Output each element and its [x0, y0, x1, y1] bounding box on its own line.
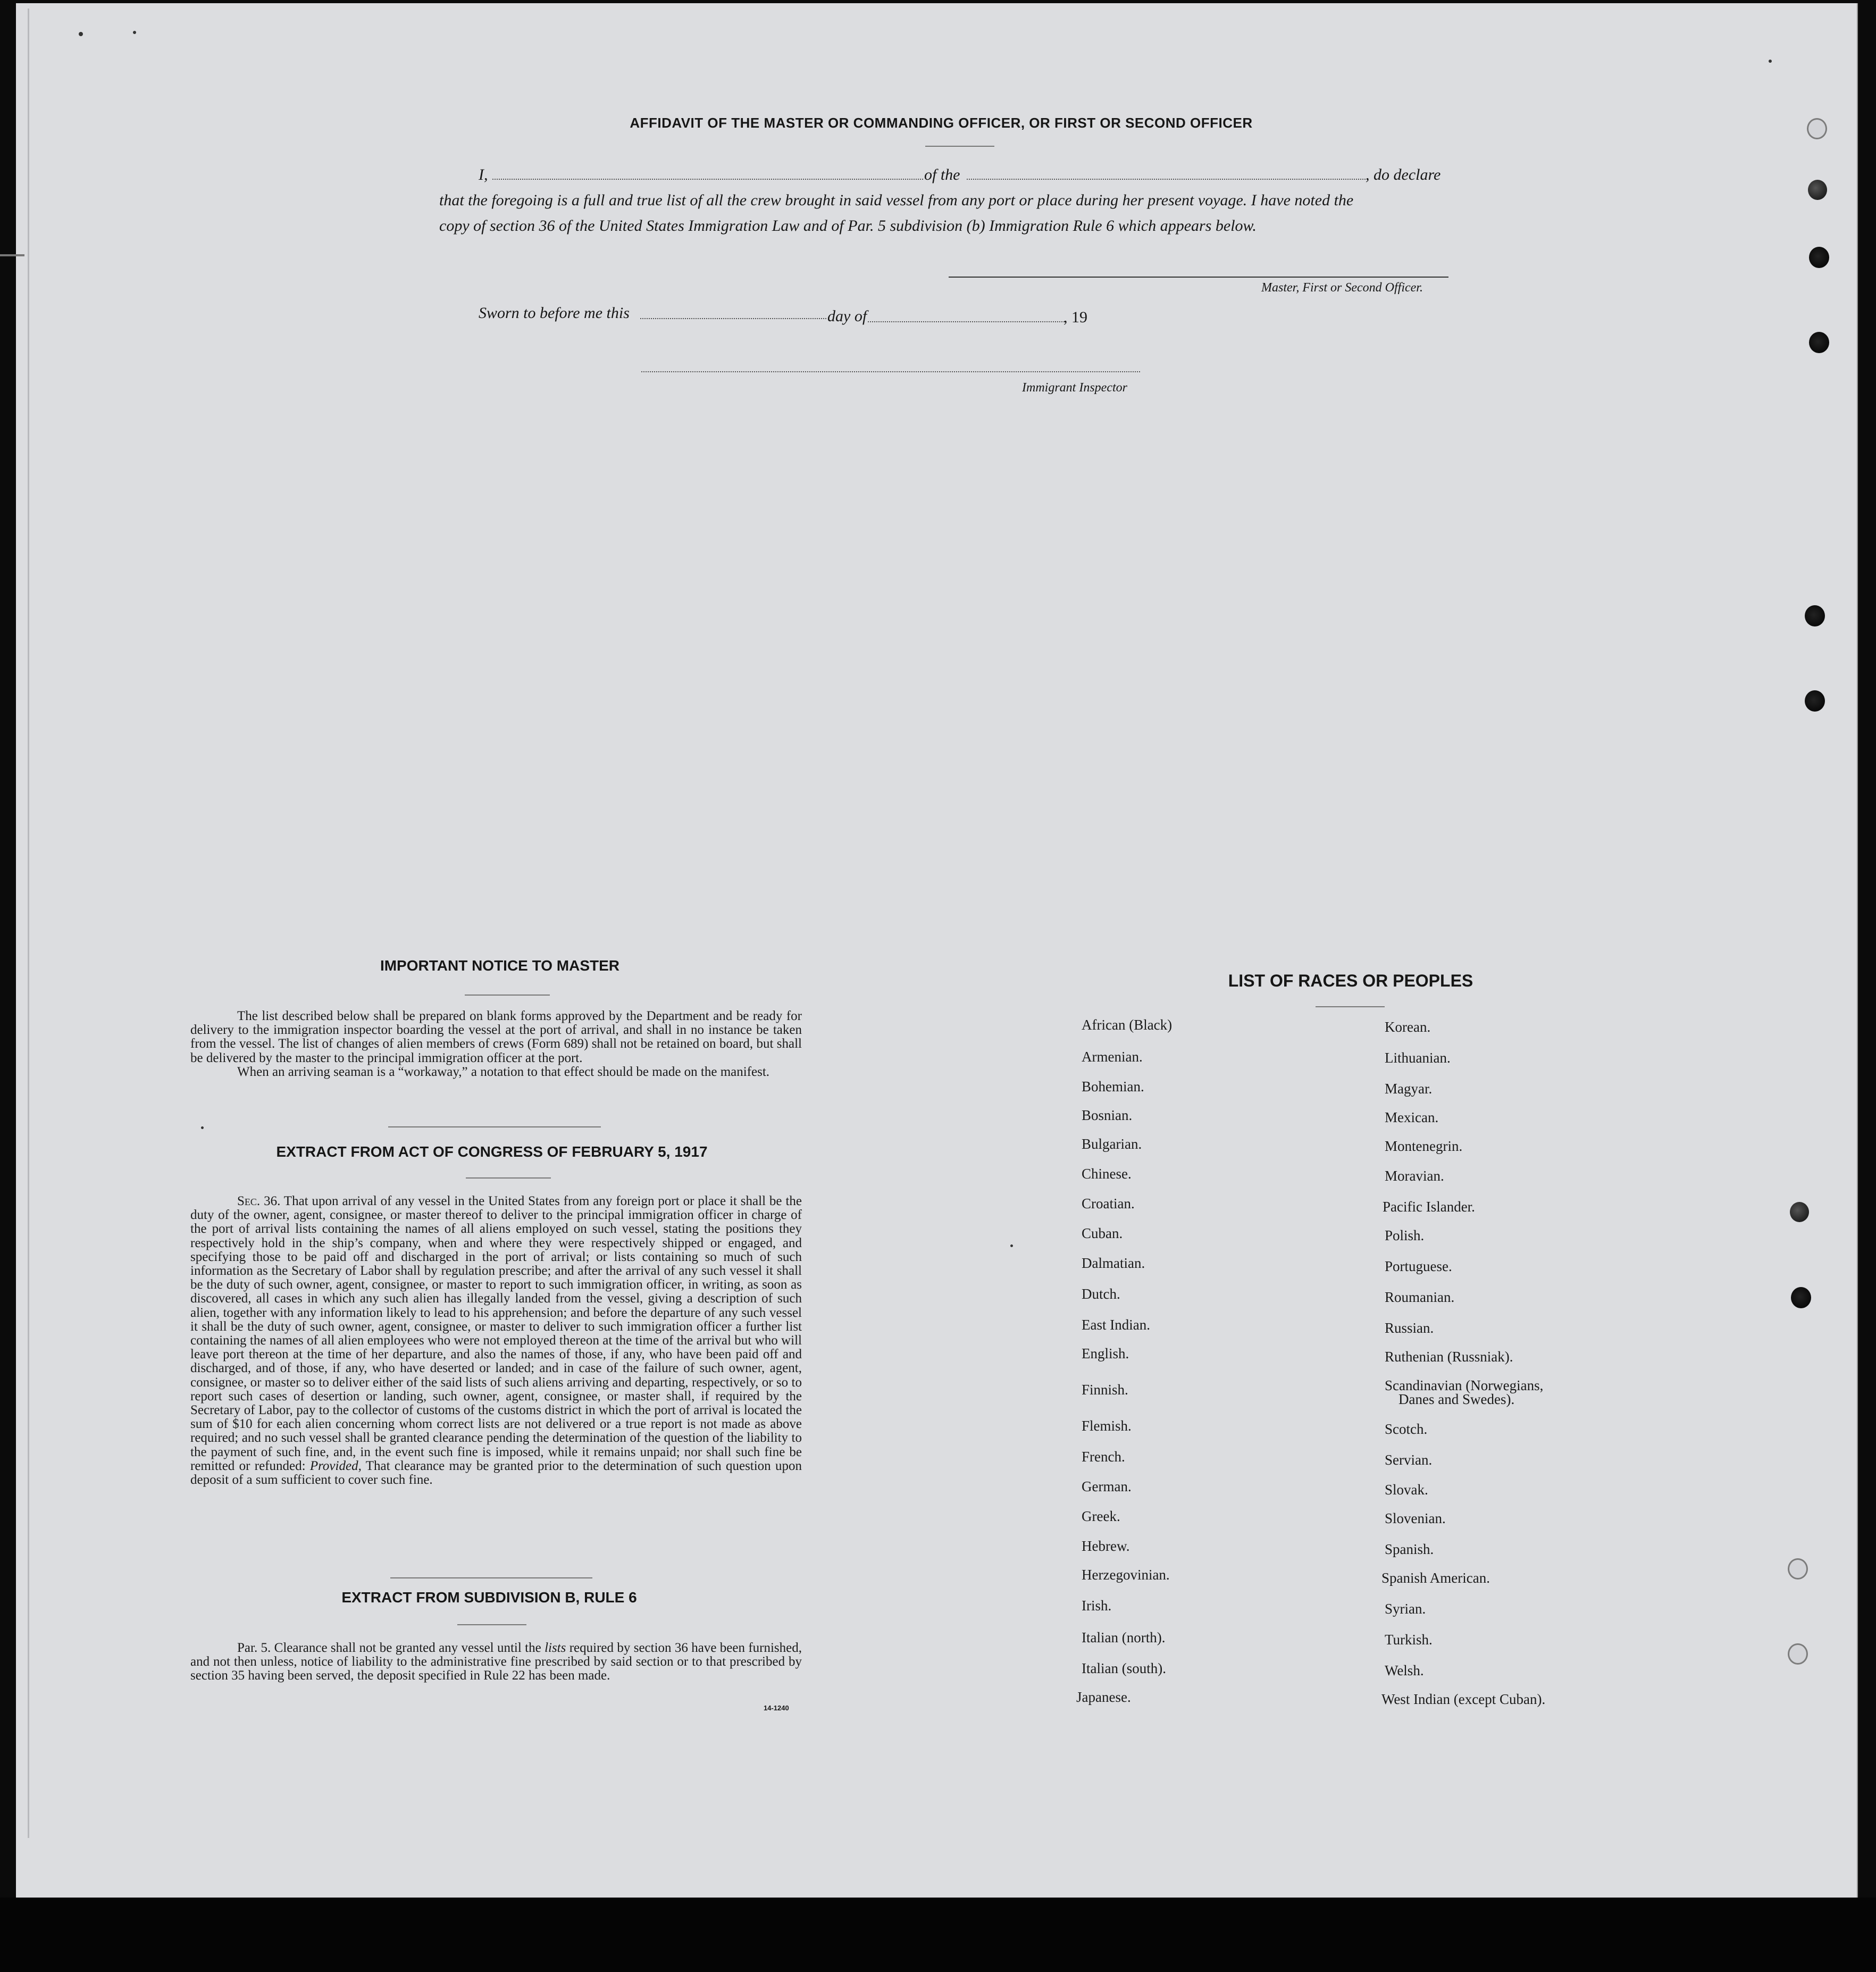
section-label: Sec. 36.	[237, 1194, 281, 1208]
punch-hole	[1788, 1558, 1808, 1580]
race-item: Spanish.	[1385, 1541, 1434, 1557]
notice-paragraph-2: When an arriving seaman is a “workaway,” a notation to that effect should be made on the manifest.	[237, 1064, 770, 1079]
speck	[1769, 60, 1772, 63]
edge-mark	[0, 254, 24, 256]
race-item: French.	[1082, 1449, 1125, 1465]
binding-line	[28, 9, 29, 1838]
race-item: German.	[1082, 1478, 1132, 1494]
name-blank	[492, 179, 923, 180]
race-item: Mexican.	[1385, 1109, 1439, 1125]
race-item: Scandinavian (Norwegians,	[1385, 1377, 1544, 1393]
master-signature-caption: Master, First or Second Officer.	[1261, 281, 1423, 295]
races-rule	[1316, 1006, 1385, 1007]
sworn-month-blank	[868, 321, 1065, 322]
race-item: Danes and Swedes).	[1398, 1391, 1515, 1407]
punch-hole	[1805, 690, 1825, 712]
race-item: Ruthenian (Russniak).	[1385, 1349, 1513, 1365]
race-item: Syrian.	[1385, 1601, 1426, 1617]
affidavit-text-line2: that the foregoing is a full and true list of all the crew brought in said vessel from any port or place during her present voyage. I have noted the	[439, 191, 1354, 209]
race-item: Chinese.	[1082, 1166, 1132, 1182]
speck	[79, 32, 83, 36]
punch-hole	[1807, 118, 1827, 139]
race-item: Italian (south).	[1082, 1660, 1166, 1676]
vessel-blank	[967, 179, 1366, 180]
notice-paragraph-1: The list described below shall be prepared on blank forms approved by the Department and be ready for delivery to the immigration inspector boarding the vessel at the port of arrival, and shall in no instance be taken from the vessel. The list of changes of alien members of crews (Form 689) shall not be retained on board, but shall be delivered by the master to the principal immigration officer at the port.	[190, 1009, 802, 1065]
race-item: Russian.	[1385, 1320, 1434, 1336]
rule-text-end: required by section 36 have been furnished, and not then unless, notice of liability to the administrative fine prescribed by said section or to that prescribed by section 35 having been served, the deposit specified in Rule 22 has been made.	[190, 1641, 802, 1683]
sworn-day-blank	[640, 318, 826, 319]
title-rule	[925, 146, 994, 147]
race-item: Lithuanian.	[1385, 1050, 1451, 1066]
punch-hole	[1809, 247, 1829, 268]
affidavit-text-line3: copy of section 36 of the United States Immigration Law and of Par. 5 subdivision (b) Immigration Rule 6 which appears below.	[439, 217, 1257, 235]
provided-word: Provided,	[309, 1458, 362, 1473]
race-item: Dalmatian.	[1082, 1255, 1145, 1271]
sworn-label: Sworn to before me this	[479, 304, 630, 322]
rule-title: EXTRACT FROM SUBDIVISION B, RULE 6	[341, 1589, 637, 1606]
race-item: Welsh.	[1385, 1662, 1424, 1678]
scan-border	[0, 1898, 1876, 1972]
affidavit-title: AFFIDAVIT OF THE MASTER OR COMMANDING OFFICER, OR FIRST OR SECOND OFFICER	[630, 115, 1253, 131]
race-item: Cuban.	[1082, 1225, 1123, 1241]
race-item: Dutch.	[1082, 1286, 1120, 1302]
speck	[133, 31, 136, 34]
notice-title: IMPORTANT NOTICE TO MASTER	[380, 957, 620, 974]
race-item: Bulgarian.	[1082, 1136, 1142, 1152]
act-text-end: That clearance may be granted prior to the determination of such question upon deposit of a sum sufficient to cover such fine.	[190, 1458, 802, 1488]
punch-hole	[1791, 1287, 1811, 1308]
race-item: English.	[1082, 1346, 1129, 1361]
race-item: African (Black)	[1082, 1017, 1172, 1033]
form-number: 14-1240	[764, 1704, 789, 1712]
race-item: Finnish.	[1082, 1382, 1128, 1398]
act-rule	[466, 1177, 551, 1179]
race-item: Montenegrin.	[1385, 1138, 1463, 1154]
race-item: Roumanian.	[1385, 1289, 1455, 1305]
race-item: Servian.	[1385, 1452, 1433, 1468]
race-item: Portuguese.	[1385, 1258, 1452, 1274]
race-item: Croatian.	[1082, 1196, 1135, 1211]
race-item: Polish.	[1385, 1227, 1425, 1243]
race-item: Moravian.	[1385, 1168, 1444, 1184]
punch-hole	[1809, 332, 1829, 353]
punch-hole	[1788, 1643, 1808, 1665]
race-item: Pacific Islander.	[1383, 1199, 1475, 1215]
race-item: Bosnian.	[1082, 1107, 1133, 1123]
punch-hole	[1808, 180, 1827, 200]
master-signature-line	[949, 277, 1448, 278]
race-item: Irish.	[1082, 1598, 1112, 1614]
race-item: East Indian.	[1082, 1317, 1150, 1333]
race-item: Hebrew.	[1082, 1538, 1130, 1554]
speck	[201, 1126, 204, 1129]
race-item: Herzegovinian.	[1082, 1567, 1170, 1583]
year-label: , 19	[1063, 308, 1087, 326]
race-item: Bohemian.	[1082, 1079, 1144, 1094]
lists-word: lists	[545, 1641, 566, 1655]
race-item: Japanese.	[1076, 1689, 1131, 1705]
race-item: Flemish.	[1082, 1418, 1132, 1434]
rule-rule	[457, 1624, 526, 1625]
notice-end-rule	[388, 1126, 601, 1127]
race-item: Magyar.	[1385, 1081, 1433, 1097]
race-item: Spanish American.	[1381, 1570, 1490, 1586]
act-end-rule	[390, 1577, 592, 1578]
affidavit-i-label: I,	[479, 166, 488, 183]
rule-text: Par. 5. Clearance shall not be granted any vessel until the	[237, 1641, 541, 1655]
race-item: Slovenian.	[1385, 1510, 1446, 1526]
notice-body	[190, 1009, 802, 1079]
punch-hole	[1790, 1202, 1809, 1222]
rule-body	[190, 1641, 802, 1683]
affidavit-declare-label: , do declare	[1366, 166, 1441, 183]
affidavit-of-label: of the	[924, 166, 960, 183]
race-item: West Indian (except Cuban).	[1381, 1691, 1546, 1707]
form-page	[16, 3, 1858, 1899]
race-item: Korean.	[1385, 1019, 1431, 1035]
act-title: EXTRACT FROM ACT OF CONGRESS OF FEBRUARY 5, 1917	[276, 1143, 708, 1160]
race-item: Turkish.	[1385, 1632, 1433, 1648]
race-item: Greek.	[1082, 1508, 1120, 1524]
notice-rule	[465, 995, 550, 996]
race-item: Italian (north).	[1082, 1630, 1166, 1645]
act-text: That upon arrival of any vessel in the United States from any foreign port or place it shall be the duty of the owner, agent, consignee, or master thereof to deliver to the principal immigration officer in charge of the port of arrival lists containing the names of all aliens employed on such vessel, stating the positions they respectively hold in the ship’s company, when and where they were respectively shipped or engaged, and specifying those to be paid off and discharged in the port of arrival; or lists containing so much of such information as the Secretary of Labor shall by regulation prescribe; and after the arrival of any such vessel it shall be the duty of such owner, agent, consignee, or master to report to such immigration officer, in writing, as soon as discovered, all cases in which any such alien has illegally landed from the vessel, giving a description of such alien, together with any information likely to lead to his apprehension; and before the departure of any such vessel it shall be the duty of such owner, agent, consignee, or master to deliver to such immigration officer a further list containing the names of all alien employees who were not employed thereon at the time of the arrival but who will leave port thereon at the time of her departure, and also the names of those, if any, who have been paid off and discharged, and of those, if any, who have deserted or landed; and in case of the failure of such owner, agent, consignee, or master so to deliver either of the said lists of such aliens arriving and departing, respectively, or so to report such cases of desertion or landing, such owner, agent, consignee, or master shall, if required by the Secretary of Labor, pay to the collector of customs of the customs district in which the port of arrival is located the sum of $10 for each alien concerning whom correct lists are not delivered or a true report is not made as above required; and no such vessel shall be granted clearance pending the determination of the question of the liability to the payment of such fine, and, in the event such fine is imposed, while it remains unpaid; nor shall such fine be remitted or refunded:	[190, 1194, 802, 1473]
race-item: Scotch.	[1385, 1421, 1428, 1437]
act-body	[190, 1194, 802, 1487]
races-title: LIST OF RACES OR PEOPLES	[1228, 971, 1473, 990]
race-item: Armenian.	[1082, 1049, 1143, 1065]
race-item: Slovak.	[1385, 1482, 1428, 1498]
inspector-caption: Immigrant Inspector	[1022, 381, 1127, 395]
punch-hole	[1805, 605, 1825, 626]
day-of-label: day of	[827, 307, 867, 325]
inspector-signature-line	[641, 371, 1140, 372]
speck	[1010, 1244, 1013, 1247]
